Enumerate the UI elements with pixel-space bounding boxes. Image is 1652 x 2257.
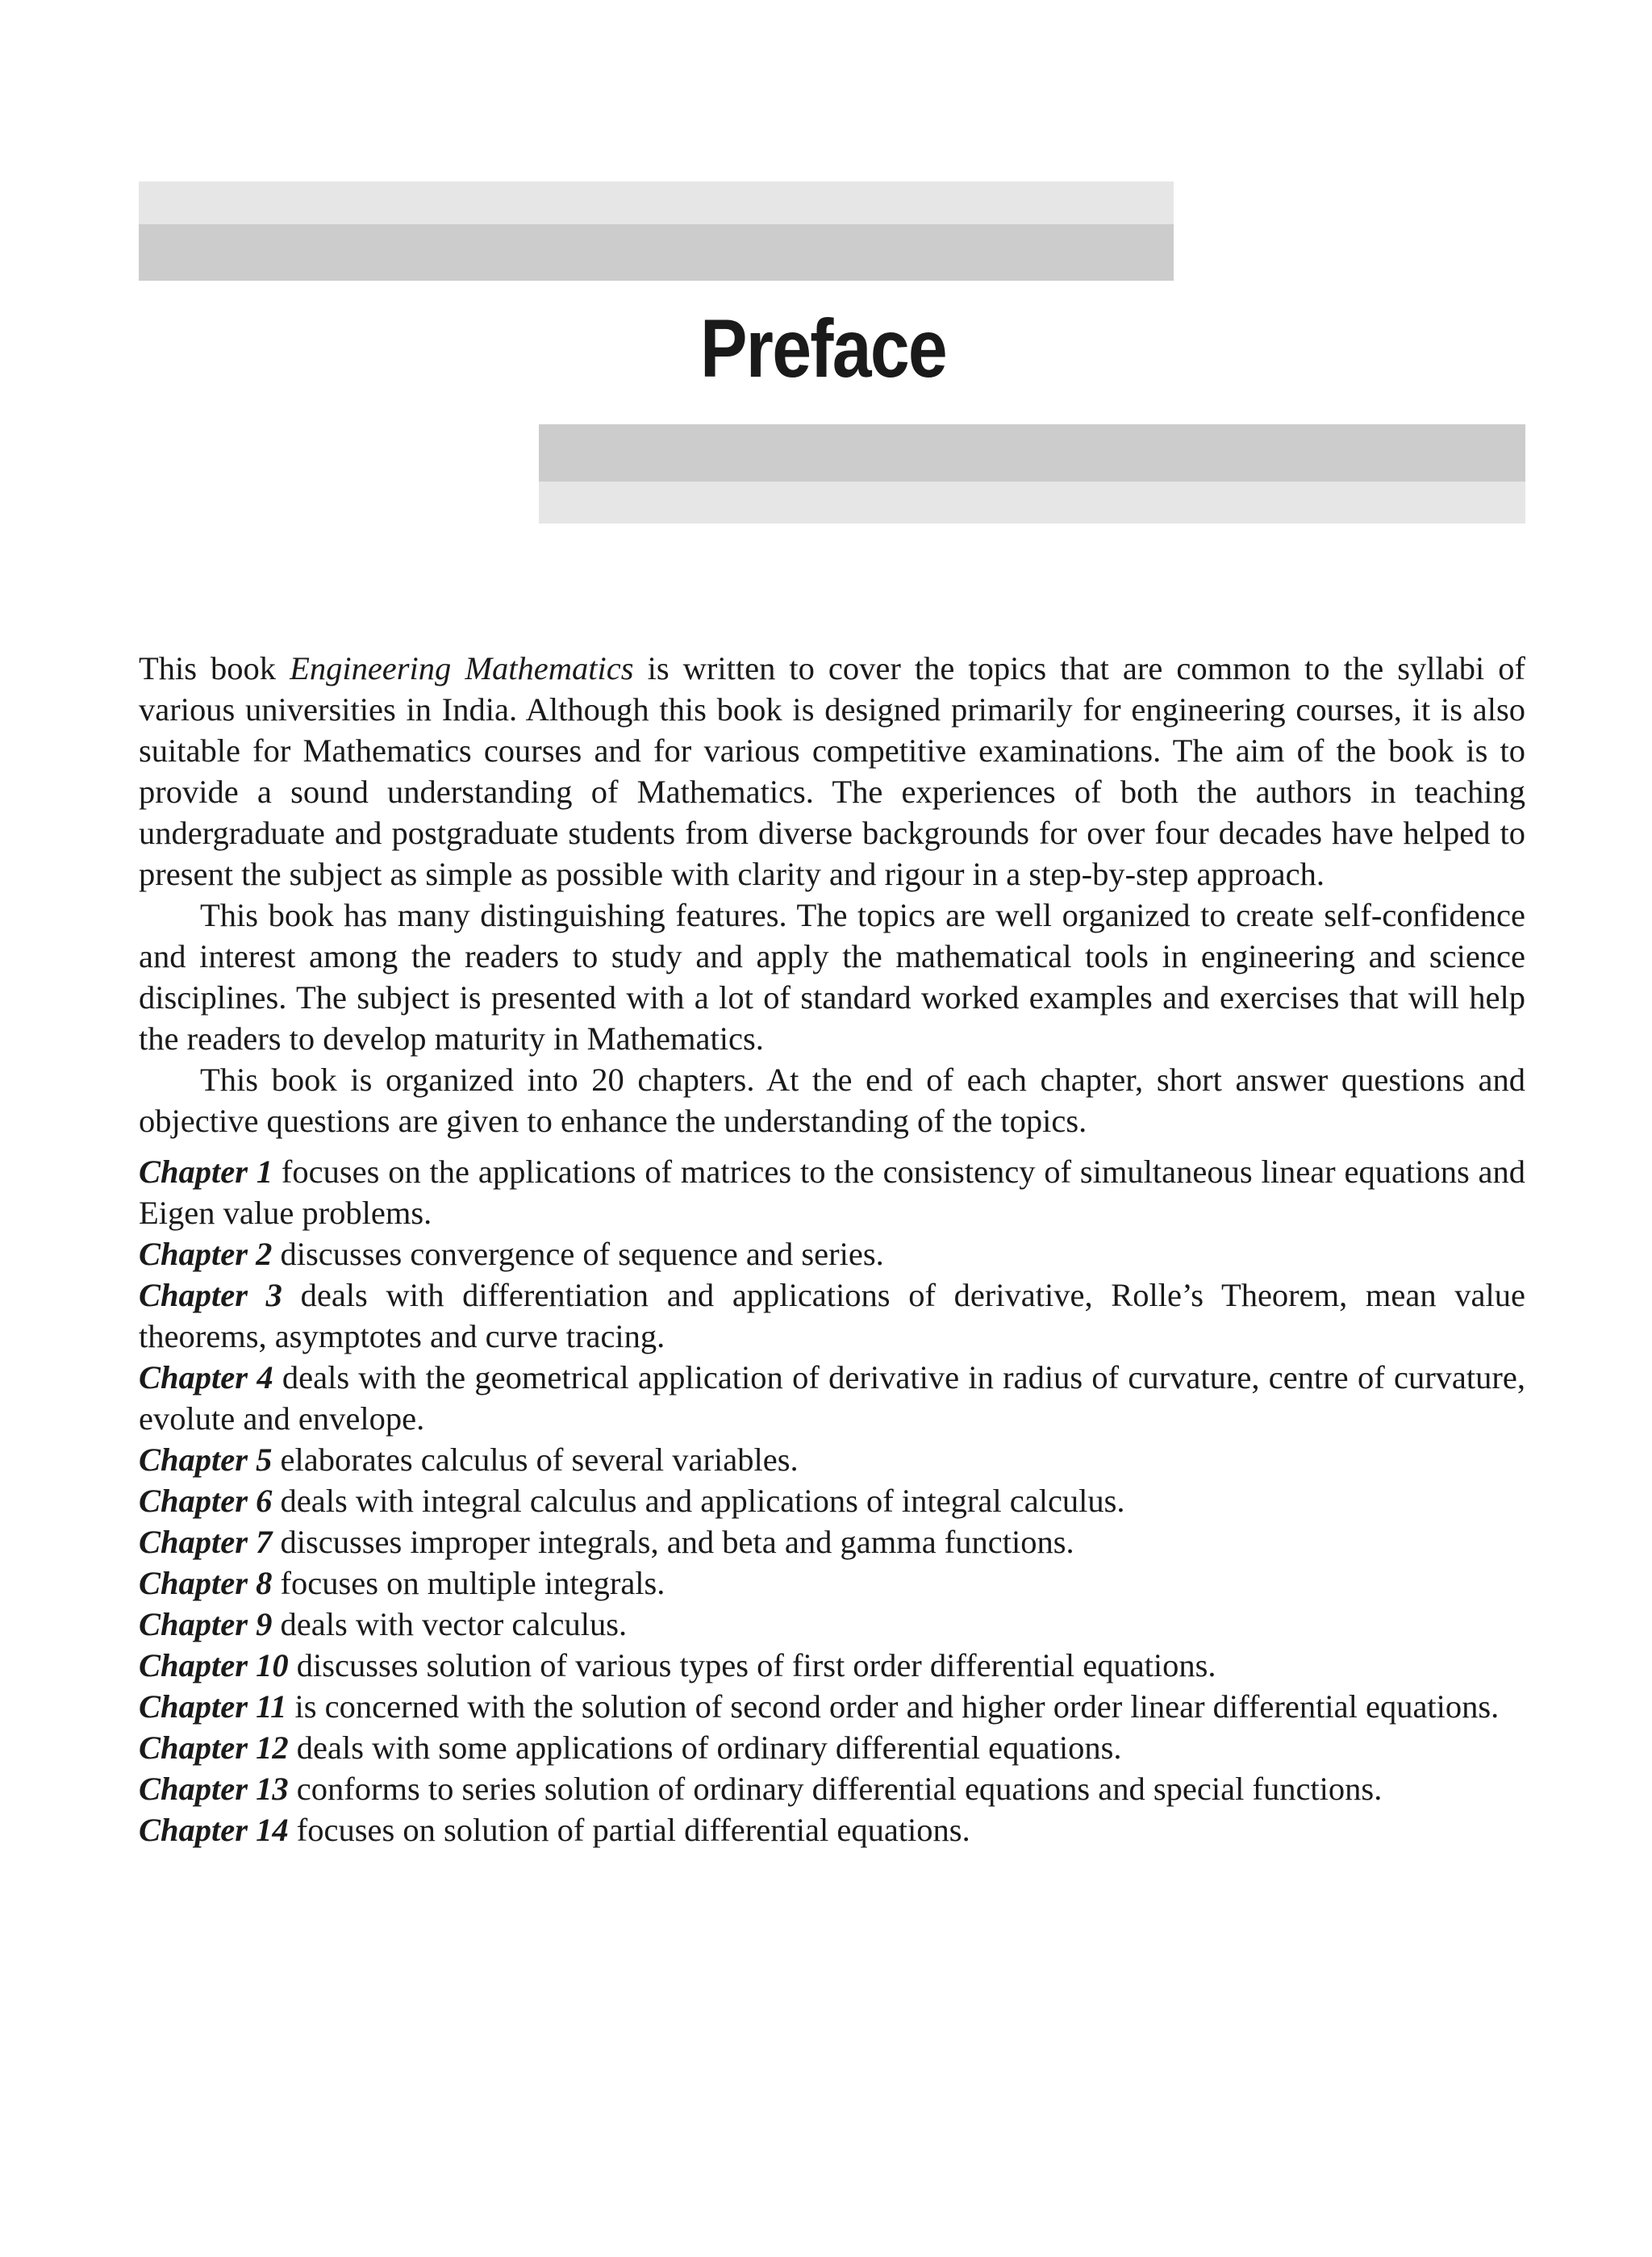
book-title: Engineering Mathematics bbox=[290, 650, 634, 686]
chapter-entry bbox=[139, 1439, 1525, 1480]
chapter-description: discusses convergence of sequence and series. bbox=[272, 1236, 884, 1272]
chapter-label: Chapter 10 bbox=[139, 1647, 289, 1683]
intro-paragraph-3: This book is organized into 20 chapters. At the end of each chapter, short answer questions and objective questions are given to enhance the understanding of the topics. bbox=[139, 1062, 1525, 1139]
chapter-label: Chapter 3 bbox=[139, 1277, 282, 1313]
chapter-description: deals with differentiation and applications of derivative, Rolle’s Theorem, mean value theorems, asymptotes and curve tracing. bbox=[139, 1277, 1525, 1354]
chapter-list bbox=[139, 1151, 1525, 1850]
chapter-description: deals with some applications of ordinary differential equations. bbox=[288, 1729, 1122, 1766]
chapter-label: Chapter 7 bbox=[139, 1524, 273, 1560]
chapter-entry bbox=[139, 1809, 1525, 1850]
chapter-label: Chapter 9 bbox=[139, 1606, 273, 1642]
chapter-label: Chapter 2 bbox=[139, 1236, 273, 1272]
decorative-band-top-dark bbox=[139, 224, 1174, 281]
page-title: Preface bbox=[700, 302, 946, 394]
chapter-description: focuses on multiple integrals. bbox=[272, 1565, 665, 1601]
chapter-label: Chapter 5 bbox=[139, 1441, 273, 1478]
chapter-description: focuses on the applications of matrices to the consistency of simultaneous linear equations and Eigen value problems. bbox=[139, 1154, 1526, 1231]
chapter-label: Chapter 14 bbox=[139, 1812, 289, 1848]
chapter-entry bbox=[139, 1562, 1525, 1604]
chapter-entry bbox=[139, 1233, 1525, 1275]
intro-paragraph-1 bbox=[139, 648, 1525, 895]
chapter-entry bbox=[139, 1357, 1525, 1439]
chapter-description: discusses solution of various types of first order differential equations. bbox=[288, 1647, 1216, 1683]
chapter-description: elaborates calculus of several variables. bbox=[272, 1441, 799, 1478]
chapter-entry bbox=[139, 1645, 1525, 1686]
chapter-label: Chapter 6 bbox=[139, 1483, 273, 1519]
chapter-entry bbox=[139, 1480, 1525, 1521]
chapter-entry bbox=[139, 1275, 1525, 1357]
chapter-label: Chapter 8 bbox=[139, 1565, 273, 1601]
chapter-entry bbox=[139, 1604, 1525, 1645]
chapter-description: deals with integral calculus and applications of integral calculus. bbox=[272, 1483, 1125, 1519]
chapter-entry bbox=[139, 1521, 1525, 1562]
decorative-band-bottom-dark bbox=[539, 424, 1525, 482]
chapter-description: discusses improper integrals, and beta and gamma functions. bbox=[272, 1524, 1074, 1560]
chapter-description: is concerned with the solution of second order and higher order linear differential equations. bbox=[286, 1688, 1500, 1725]
chapter-description: deals with vector calculus. bbox=[272, 1606, 628, 1642]
chapter-label: Chapter 4 bbox=[139, 1359, 273, 1396]
intro-section bbox=[139, 648, 1525, 1141]
chapter-entry bbox=[139, 1686, 1525, 1727]
chapter-description: deals with the geometrical application of derivative in radius of curvature, centre of curvature, evolute and envelope. bbox=[139, 1359, 1525, 1437]
chapter-label: Chapter 11 bbox=[139, 1688, 287, 1725]
chapter-label: Chapter 12 bbox=[139, 1729, 289, 1766]
intro-paragraph-1-rest: is written to cover the topics that are common to the syllabi of various universities in India. Although this book is designed primarily for engineering courses, it is also suitable for Mathematics courses and for various competitive examinations. The aim of the book is to provide a sound understanding of Mathematics. The experiences of both the authors in teaching undergraduate and postgraduate students from diverse backgrounds for over four decades have helped to present the subject as simple as possible with clarity and rigour in a step-by-step approach. bbox=[139, 650, 1525, 892]
decorative-band-bottom-light bbox=[539, 482, 1525, 524]
decorative-band-top-light bbox=[139, 181, 1174, 224]
chapter-description: conforms to series solution of ordinary differential equations and special functions. bbox=[288, 1771, 1383, 1807]
chapter-description: focuses on solution of partial differential equations. bbox=[288, 1812, 970, 1848]
chapter-label: Chapter 13 bbox=[139, 1771, 289, 1807]
chapter-entry bbox=[139, 1151, 1525, 1233]
chapter-entry bbox=[139, 1727, 1525, 1768]
chapter-label: Chapter 1 bbox=[139, 1154, 273, 1190]
preface-body bbox=[139, 648, 1525, 1850]
intro-paragraph-2: This book has many distinguishing features. The topics are well organized to create self-confidence and interest among the readers to study and apply the mathematical tools in engineering and science disciplines. The subject is presented with a lot of standard worked examples and exercises that will help the readers to develop maturity in Mathematics. bbox=[139, 897, 1525, 1057]
intro-paragraph-1-lead: This book bbox=[139, 650, 290, 686]
chapter-entry bbox=[139, 1768, 1525, 1809]
